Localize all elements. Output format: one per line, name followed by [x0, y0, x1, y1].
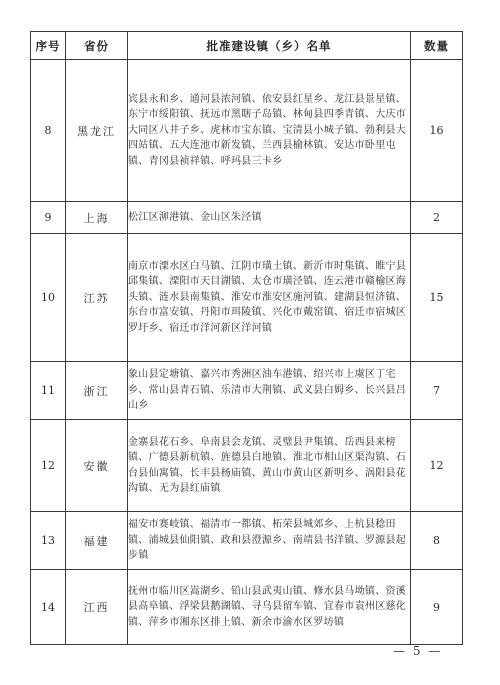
row-province: 浙江: [66, 362, 128, 420]
row-province: 福建: [66, 512, 128, 570]
row-town-list: 南京市溧水区白马镇、江阴市璜土镇、新沂市时集镇、睢宁县邱集镇、溧阳市天目湖镇、太仓市璜泾镇、连云港市赣榆区海头镇、涟水县南集镇、淮安市淮安区施河镇、建湖县恒济镇、东台市富安镇、丹阳市珥陵镇、兴化市戴窑镇、宿迁市宿城区罗圩乡、宿迁市洋河新区洋河镇: [128, 234, 411, 362]
header-no: 序号: [31, 32, 66, 60]
table-row: [31, 420, 463, 512]
row-no: 11: [31, 362, 66, 420]
table-row: [31, 512, 463, 570]
table-row: [31, 60, 463, 202]
row-town-list: 抚州市临川区嵩湖乡、铅山县武夷山镇、修水县马坳镇、资溪县高阜镇、浮梁县鹅湖镇、寻乌县留车镇、宜春市袁州区慈化镇、萍乡市湘东区排上镇、新余市渝水区罗坊镇: [128, 570, 411, 645]
row-town-list: 金寨县花石乡、阜南县会龙镇、灵璧县尹集镇、岳西县来榜镇、广德县新杭镇、旌德县白地镇、淮北市相山区渠沟镇、石台县仙寓镇、长丰县杨庙镇、黄山市黄山区新明乡、涡阳县花沟镇、无为县红庙镇: [128, 420, 411, 512]
table-row: [31, 202, 463, 234]
town-list-table: [30, 31, 463, 645]
row-count: 15: [411, 234, 463, 362]
table-row: [31, 234, 463, 362]
row-town-list: 松江区泖港镇、金山区朱泾镇: [128, 202, 411, 234]
header-list: 批准建设镇（乡）名单: [128, 32, 411, 60]
row-count: 2: [411, 202, 463, 234]
row-province: 安徽: [66, 420, 128, 512]
row-no: 14: [31, 570, 66, 645]
row-province: 江苏: [66, 234, 128, 362]
row-no: 13: [31, 512, 66, 570]
table-row: [31, 362, 463, 420]
row-town-list: 象山县定塘镇、嘉兴市秀洲区油车港镇、绍兴市上虞区丁宅乡、常山县青石镇、乐清市大荆镇、武义县白姆乡、长兴县吕山乡: [128, 362, 411, 420]
header-province: 省份: [66, 32, 128, 60]
row-town-list: 宾县永和乡、通河县浓河镇、依安县红星乡、龙江县景星镇、东宁市绥阳镇、抚远市黑瞎子岛镇、林甸县四季青镇、大庆市大同区八井子乡、虎林市宝东镇、宝清县小城子镇、勃利县大四站镇、五大连池市新发镇、兰西县榆林镇、安达市卧里屯镇、青冈县祯祥镇、呼玛县三卡乡: [128, 60, 411, 202]
row-no: 10: [31, 234, 66, 362]
table-row: [31, 570, 463, 645]
header-count: 数量: [411, 32, 463, 60]
row-no: 12: [31, 420, 66, 512]
row-count: 8: [411, 512, 463, 570]
row-count: 9: [411, 570, 463, 645]
page-number: — 5 —: [393, 644, 443, 658]
row-no: 8: [31, 60, 66, 202]
row-town-list: 福安市赛岐镇、福清市一都镇、柘荣县城郊乡、上杭县稔田镇、浦城县仙阳镇、政和县澄源乡、南靖县书洋镇、罗源县起步镇: [128, 512, 411, 570]
row-count: 16: [411, 60, 463, 202]
row-province: 上海: [66, 202, 128, 234]
row-no: 9: [31, 202, 66, 234]
row-province: 黑龙江: [66, 60, 128, 202]
table-header-row: [31, 32, 463, 60]
row-count: 7: [411, 362, 463, 420]
row-count: 12: [411, 420, 463, 512]
row-province: 江西: [66, 570, 128, 645]
